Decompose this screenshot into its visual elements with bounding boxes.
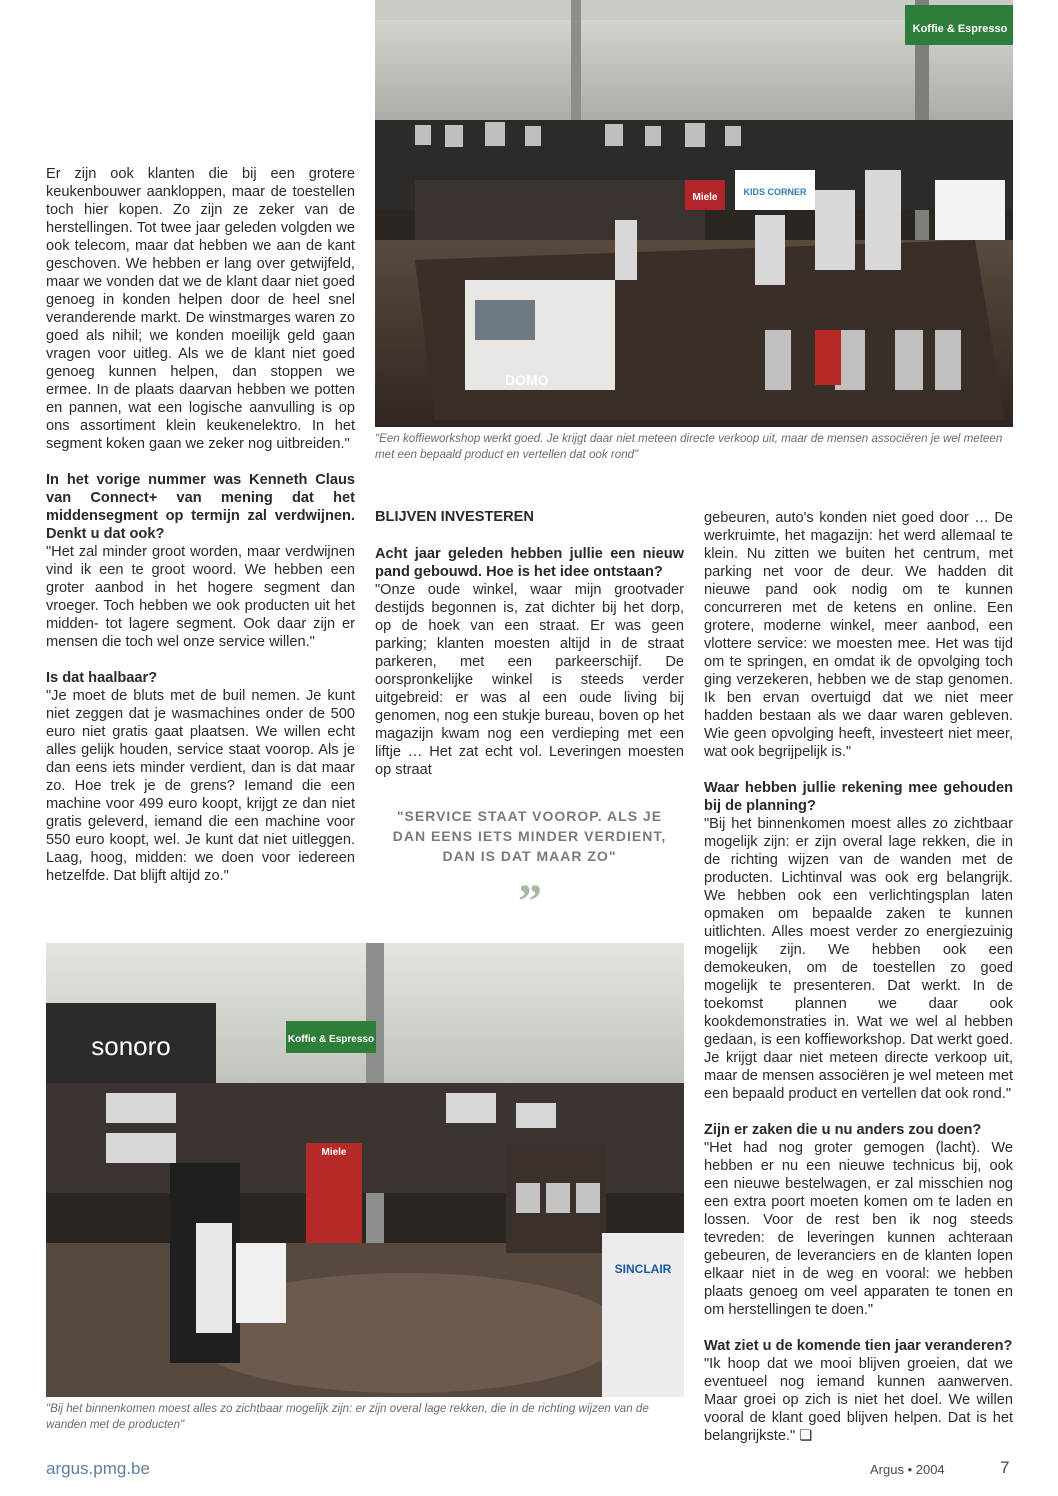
photo-top-caption: "Een koffieworkshop werkt goed. Je krijgt daar niet meteen directe verkoop uit, maar de mensen associëren je wel meteen met een bepaald product en vertellen dat ook rond" <box>375 432 1003 461</box>
qa-block <box>704 779 1013 1103</box>
answer: "Het had nog groter gemogen (lacht). We hebben er nu een nieuwe technicus bij, ook een nieuwe bestelwagen, er zal misschien nog een extra poort moeten komen om te laden en lossen. Voor de rest ben ik nog steeds tevreden: de leveringen kunnen achteraan gebeuren, de leveranciers en de klanten lopen elkaar niet in de weg en vooral: we hebben plaats genoeg om veel apparaten te tonen en om herstellingen te doen." <box>704 1140 1013 1318</box>
qa-block <box>704 1121 1013 1319</box>
sign-text: Koffie & Espresso <box>287 1034 375 1045</box>
photo-store-interior <box>46 943 684 1397</box>
answer: "Het zal minder groot worden, maar verdwijnen vind ik een te groot woord. We hebben een groter aanbod in het hogere segment dan vroeger. Toch hebben we ook producten uit het midden- tot lagere segment. Ook daar zijn er mensen die toch wel onze service willen." <box>46 544 355 650</box>
question: Is dat haalbaar? <box>46 670 158 686</box>
column-1 <box>46 165 355 903</box>
question: In het vorige nummer was Kenneth Claus van Connect+ van mening dat het middensegment op termijn zal verdwijnen. Denkt u dat ook? <box>46 472 355 542</box>
qa-block <box>375 545 684 779</box>
kids-corner-sign: KIDS CORNER <box>743 187 807 197</box>
question: Acht jaar geleden hebben jullie een nieuw pand gebouwd. Hoe is het idee ontstaan? <box>375 546 684 580</box>
pull-quote-mark: ” <box>518 875 542 928</box>
answer: "Ik hoop dat we mooi blijven groeien, dat we eventueel nog iemand kunnen aanwerven. Maar groei op zich is niet het doel. We willen vooral de klant goed blijven helpen. Dat is het belangrijkste." ❏ <box>704 1356 1013 1444</box>
paragraph: gebeuren, auto's konden niet goed door … De werkruimte, het magazijn: het werd allemaal te klein. Nu zitten we buiten het centrum, met parking net voor de deur. We hadden dit nieuwe pand ook nodig om te kunnen concurreren met de ketens en online. Een grotere, moderne winkel, meer aanbod, een vlottere service: we moesten mee. Het was tijd om te springen, en omdat ik de opvolging toch ging verzekeren, hebben we de stap genomen. Ik ben ervan overtuigd dat we niet meer hadden bestaan als we daar waren gebleven. Wie geen opvolging heeft, investeert niet meer, wat ook begrijpelijk is." <box>704 510 1013 760</box>
question: Waar hebben jullie rekening mee gehouden bij de planning? <box>704 780 1013 814</box>
answer: "Onze oude winkel, waar mijn grootvader destijds begonnen is, zat dichter bij het dorp, op de hoek van een straat. Er was geen parking; klanten moesten altijd in de straat parkeren, met een parkeerschijf. De oorspronkelijke winkel is steeds verder uitgebreid: er was al een oude living bij genomen, nog een stukje bureau, boven op het magazijn kwam nog een verdieping met een liftje … Het zat echt vol. Leveringen moesten op straat <box>375 582 684 778</box>
page-number: 7 <box>1000 1458 1010 1477</box>
photo-store-coffee-corner <box>375 0 1013 427</box>
domo-logo: DOMO <box>505 372 549 388</box>
footer-issue: Argus • 2004 <box>870 1462 945 1477</box>
paragraph-intro: Er zijn ook klanten die bij een grotere keukenbouwer aankloppen, maar de toestellen toch hier kopen. Zo zijn ze zeker van de herstellingen. Tot twee jaar geleden volgden we ook telecom, maar dat hebben we aan de kant geschoven. We hebben er lang over getwijfeld, maar we vonden dat we de klant daar niet goed genoeg in konden helpen door de heel snel veranderende markt. De winstmarges waren zo goed als nihil; we konden moeilijk geld gaan vragen voor uitleg. Als we de klant niet goed genoeg kunnen helpen, dan stoppen we ermee. In de plaats daarvan hebben we potten en pannen, wat een logische aanvulling is op ons assortiment klein keukenelektro. In het segment koken gaan we zeker nog uitbreiden." <box>46 166 355 452</box>
miele-logo: Miele <box>692 192 718 203</box>
pull-quote: "SERVICE STAAT VOOROP. ALS JE DAN EENS IETS MINDER VERDIENT, DAN IS DAT MAAR ZO" <box>392 808 667 864</box>
sinclair-logo: SINCLAIR <box>614 1262 672 1276</box>
answer: "Bij het binnenkomen moest alles zo zichtbaar mogelijk zijn: er zijn overal lage rekken, die in de richting wijzen van de wanden met de producten. Lichtinval was ook erg belangrijk. We hebben ook een verlichtingsplan laten opmaken om bepaalde zaken te kunnen uitlichten. Alles moest verder zo energiezuinig mogelijk zijn. We hebben ook een demokeuken, om de toestellen zo goed mogelijk te presenteren. Dat werkt. In de toekomst plannen we daar ook kookdemonstraties in. Wat we wel al hebben gedaan, is een koffieworkshop. Dat werkt goed. Je krijgt daar niet meteen directe verkoop uit, maar de mensen associëren je wel meteen met een bepaald product en vertellen dat ook rond." <box>704 816 1013 1102</box>
sonoro-logo: sonoro <box>91 1031 171 1061</box>
photo-illustration <box>46 943 684 1397</box>
footer-url[interactable]: argus.pmg.be <box>46 1459 150 1478</box>
column-2 <box>375 545 684 797</box>
qa-block <box>704 1337 1013 1445</box>
sign-text: Koffie & Espresso <box>912 23 1008 35</box>
qa-block <box>46 471 355 651</box>
answer: "Je moet de bluts met de buil nemen. Je kunt niet zeggen dat je wasmachines onder de 500 euro niet gratis gaat plaatsen. We willen echt alles gelijk houden, service staat voorop. Als je dan eens iets minder verdient, dan is dat maar zo. Hoe trek je de grens? Iemand die een machine voor 499 euro koopt, krijgt ze dan niet gratis geleverd, iemand die een machine voor 550 euro koopt, wel. Je kunt dat niet uitleggen. Laag, hoog, midden: we doen voor iedereen hetzelfde. Dat blijft altijd zo." <box>46 688 355 884</box>
miele-logo: Miele <box>321 1147 347 1158</box>
photo-bottom-caption: "Bij het binnenkomen moest alles zo zichtbaar mogelijk zijn: er zijn overal lage rekken, die in de richting wijzen van de wanden met de producten" <box>46 1402 649 1431</box>
question: Zijn er zaken die u nu anders zou doen? <box>704 1122 982 1138</box>
qa-block <box>46 669 355 885</box>
section-heading: BLIJVEN INVESTEREN <box>375 509 534 525</box>
column-3 <box>704 509 1013 1463</box>
photo-illustration <box>375 0 1013 427</box>
question: Wat ziet u de komende tien jaar veranderen? <box>704 1338 1013 1354</box>
